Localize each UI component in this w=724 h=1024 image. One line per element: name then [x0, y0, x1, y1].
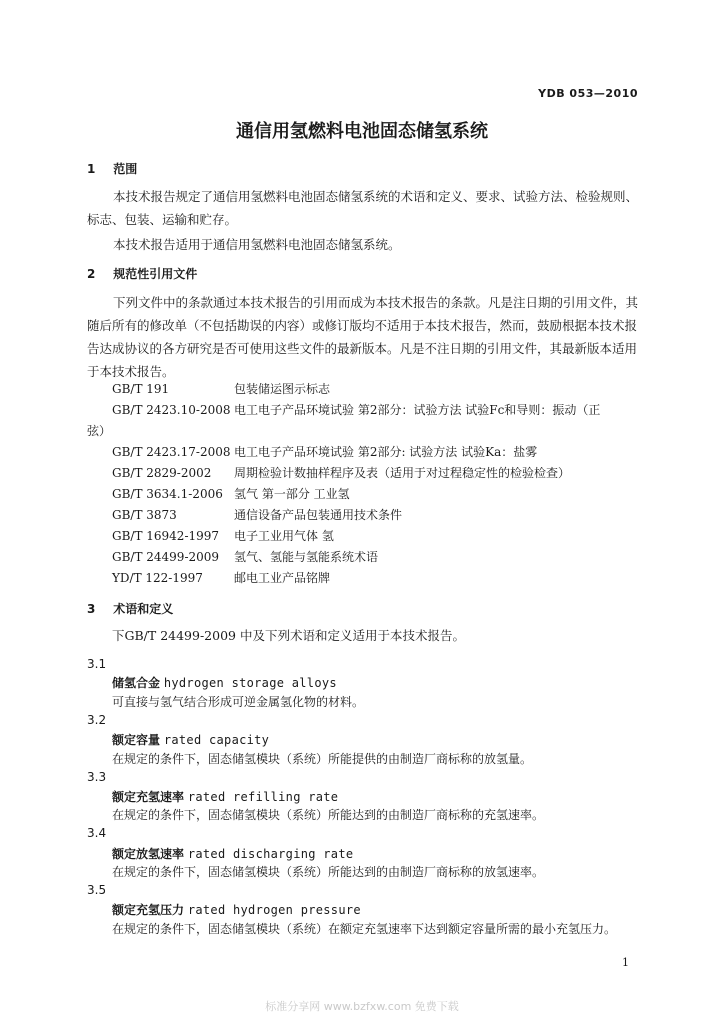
reference-item: [112, 485, 642, 506]
reference-title: 周期检验计数抽样程序及表（适用于对过程稳定性的检验检查）: [234, 466, 571, 480]
section-title: 术语和定义: [113, 602, 174, 616]
reference-code: GB/T 24499-2009: [112, 550, 220, 564]
reference-item: [112, 443, 642, 464]
document-title: 通信用氢燃料电池固态储氢系统: [236, 121, 488, 142]
term-name-zh: 额定充氢压力: [112, 903, 185, 917]
section-2-paragraph-1: 下列文件中的条款通过本技术报告的引用而成为本技术报告的条款。凡是注日期的引用文件，其随后所有的修改单（不包括勘误的内容）或修订版均不适用于本技术报告，然而，鼓励根据本技术报告达成协议的各方研究是否可使用这些文件的最新版本。凡是不注日期的引用文件，其最新版本适用于本技术报告。: [87, 295, 639, 379]
term-definition: 可直接与氢气结合形成可逆金属氢化物的材料。: [112, 695, 365, 709]
section-2-heading: [87, 265, 197, 282]
watermark: 标准分享网 www.bzfxw.com 免费下载: [265, 1000, 459, 1013]
section-number: 2: [87, 267, 96, 281]
term-number: 3.3: [87, 770, 107, 784]
term-name-zh: 额定放氢速率: [112, 847, 185, 861]
term-number: 3.5: [87, 883, 107, 897]
term-number: 3.1: [87, 657, 107, 671]
reference-code: GB/T 2423.10-2008: [112, 403, 231, 417]
section-3-heading: [87, 600, 173, 617]
section-title: 规范性引用文件: [113, 267, 198, 281]
term-definition: 在规定的条件下，固态储氢模块（系统）所能达到的由制造厂商标称的放氢速率。: [112, 865, 545, 879]
term-name-zh: 额定容量: [112, 733, 161, 747]
term-name-en: hydrogen storage alloys: [163, 676, 337, 690]
reference-title: 氢气 第一部分 工业氢: [234, 487, 350, 501]
term-name: [112, 901, 361, 918]
term-name-en: rated discharging rate: [187, 847, 354, 861]
term-name-en: rated hydrogen pressure: [187, 903, 361, 917]
reference-list: [87, 380, 642, 590]
reference-title: 电子工业用气体 氢: [234, 529, 334, 543]
reference-code: GB/T 3873: [112, 508, 177, 522]
reference-code: GB/T 2423.17-2008: [112, 445, 231, 459]
section-number: 3: [87, 602, 96, 616]
reference-item: [112, 527, 642, 548]
reference-code: GB/T 2829-2002: [112, 466, 212, 480]
reference-code: GB/T 16942-1997: [112, 529, 220, 543]
term-number: 3.4: [87, 826, 107, 840]
term-definition: 在规定的条件下，固态储氢模块（系统）所能提供的由制造厂商标称的放氢量。: [112, 752, 533, 766]
page-number: 1: [622, 956, 629, 969]
reference-code: GB/T 3634.1-2006: [112, 487, 223, 501]
reference-item: [112, 401, 642, 422]
document-id: YDB 053—2010: [538, 87, 638, 100]
reference-title: 邮电工业产品铭牌: [234, 571, 331, 585]
section-1-paragraph-1: 本技术报告规定了通信用氢燃料电池固态储氢系统的术语和定义、要求、试验方法、检验规则、标志、包装、运输和贮存。: [87, 189, 639, 227]
section-title: 范围: [113, 162, 138, 176]
reference-title: 包装储运图示标志: [234, 382, 331, 396]
reference-item: [112, 380, 642, 401]
term-definition: 在规定的条件下，固态储氢模块（系统）所能达到的由制造厂商标称的充氢速率。: [112, 808, 545, 822]
reference-title-cont: 弦）: [87, 424, 112, 438]
term-name-en: rated capacity: [163, 733, 270, 747]
reference-title: 电工电子产品环境试验 第2部分: 试验方法 试验Ka：盐雾: [234, 445, 538, 459]
reference-item: [112, 548, 642, 569]
section-number: 1: [87, 162, 96, 176]
reference-item: [112, 506, 642, 527]
term-name-zh: 额定充氢速率: [112, 790, 185, 804]
term-name-en: rated refilling rate: [187, 790, 339, 804]
term-name: [112, 845, 353, 862]
reference-item-continuation: [87, 422, 642, 443]
reference-title: 电工电子产品环境试验 第2部分：试验方法 试验Fc和导则：振动（正: [234, 403, 601, 417]
section-1-paragraph-2: 本技术报告适用于通信用氢燃料电池固态储氢系统。: [113, 237, 401, 252]
section-3-paragraph-1: 下GB/T 24499-2009 中及下列术语和定义适用于本技术报告。: [112, 628, 465, 643]
term-definition: 在规定的条件下，固态储氢模块（系统）在额定充氢速率下达到额定容量所需的最小充氢压力。: [112, 922, 617, 936]
term-name: [112, 788, 338, 805]
reference-code: GB/T 191: [112, 382, 170, 396]
reference-item: [112, 464, 642, 485]
term-name: [112, 731, 269, 748]
term-name: [112, 674, 337, 691]
reference-title: 通信设备产品包装通用技术条件: [234, 508, 403, 522]
term-number: 3.2: [87, 713, 107, 727]
term-name-zh: 储氢合金: [112, 676, 161, 690]
reference-code: YD/T 122-1997: [112, 571, 203, 585]
section-1-heading: [87, 160, 137, 177]
reference-title: 氢气、氢能与氢能系统术语: [234, 550, 379, 564]
reference-item: [112, 569, 642, 590]
